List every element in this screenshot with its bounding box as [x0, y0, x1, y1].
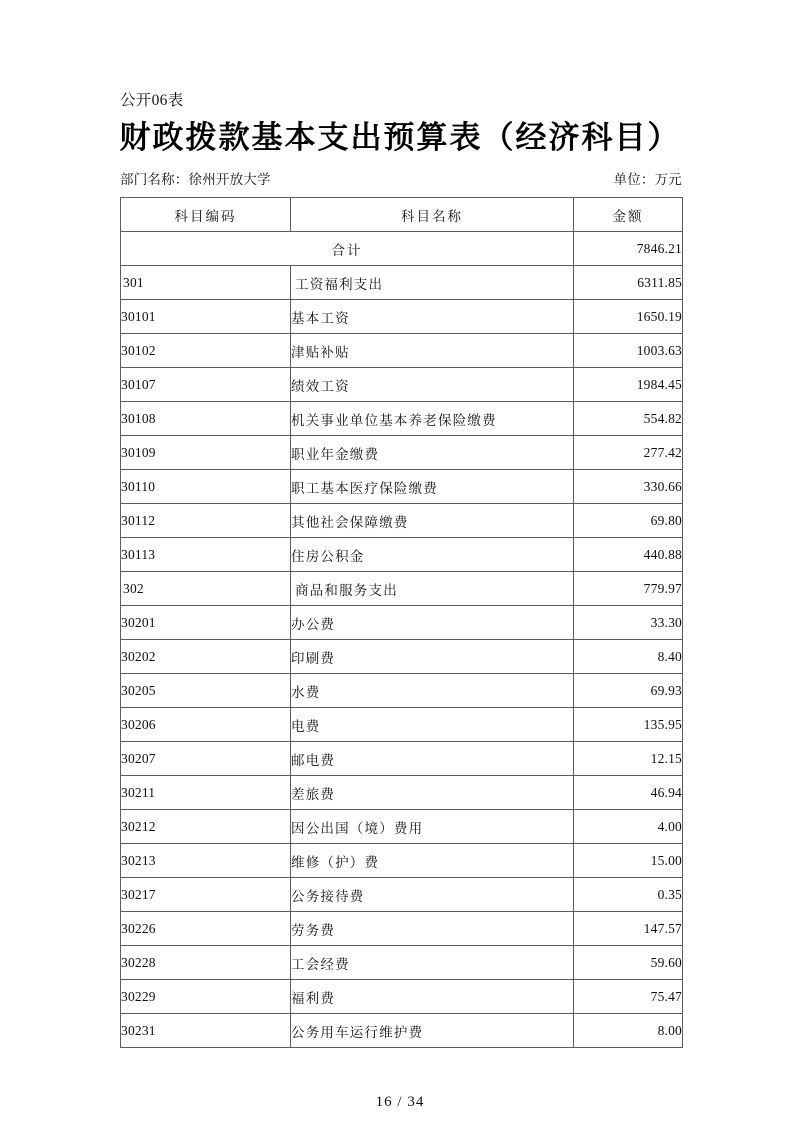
cell-subject-code: 30228 — [121, 946, 291, 980]
table-row — [121, 912, 683, 946]
cell-amount: 1650.19 — [574, 300, 683, 334]
cell-subject-code: 30202 — [121, 640, 291, 674]
table-row — [121, 742, 683, 776]
cell-subject-code: 30211 — [121, 776, 291, 810]
cell-amount: 8.00 — [574, 1014, 683, 1048]
cell-amount: 12.15 — [574, 742, 683, 776]
cell-amount: 1003.63 — [574, 334, 683, 368]
cell-subject-name: 工会经费 — [291, 946, 574, 980]
cell-subject-name: 印刷费 — [291, 640, 574, 674]
cell-amount: 69.93 — [574, 674, 683, 708]
cell-amount: 6311.85 — [574, 266, 683, 300]
table-header-row — [121, 198, 683, 232]
table-row — [121, 810, 683, 844]
cell-subject-code: 30110 — [121, 470, 291, 504]
cell-subject-code: 30217 — [121, 878, 291, 912]
table-row — [121, 334, 683, 368]
table-row — [121, 436, 683, 470]
cell-subject-name: 电费 — [291, 708, 574, 742]
table-row — [121, 980, 683, 1014]
cell-subject-code: 30101 — [121, 300, 291, 334]
cell-subject-code: 30112 — [121, 504, 291, 538]
table-row — [121, 708, 683, 742]
table-row — [121, 300, 683, 334]
cell-subject-code: 30231 — [121, 1014, 291, 1048]
table-row-total — [121, 232, 683, 266]
cell-amount: 59.60 — [574, 946, 683, 980]
total-label: 合计 — [121, 232, 574, 266]
column-header-code: 科目编码 — [121, 198, 291, 232]
currency-unit-label: 单位：万元 — [613, 172, 682, 187]
cell-subject-name: 因公出国（境）费用 — [291, 810, 574, 844]
cell-amount: 135.95 — [574, 708, 683, 742]
cell-subject-code: 301 — [121, 266, 291, 300]
table-row — [121, 572, 683, 606]
budget-table-container — [120, 197, 682, 1048]
form-number-label: 公开06表 — [120, 92, 184, 109]
cell-subject-name: 福利费 — [291, 980, 574, 1014]
cell-subject-code: 30226 — [121, 912, 291, 946]
cell-amount: 33.30 — [574, 606, 683, 640]
cell-amount: 147.57 — [574, 912, 683, 946]
column-header-amount: 金额 — [574, 198, 683, 232]
cell-amount: 69.80 — [574, 504, 683, 538]
cell-subject-code: 30229 — [121, 980, 291, 1014]
cell-subject-code: 30212 — [121, 810, 291, 844]
document-meta — [120, 168, 682, 188]
cell-subject-code: 30201 — [121, 606, 291, 640]
cell-amount: 1984.45 — [574, 368, 683, 402]
table-row — [121, 1014, 683, 1048]
department-name-label: 部门名称：徐州开放大学 — [120, 172, 271, 187]
cell-subject-name: 职业年金缴费 — [291, 436, 574, 470]
cell-subject-code: 30206 — [121, 708, 291, 742]
cell-subject-name: 公务接待费 — [291, 878, 574, 912]
table-row — [121, 640, 683, 674]
cell-amount: 440.88 — [574, 538, 683, 572]
table-row — [121, 538, 683, 572]
page-title: 财政拨款基本支出预算表（经济科目） — [119, 120, 681, 155]
cell-subject-name: 绩效工资 — [291, 368, 574, 402]
table-row — [121, 674, 683, 708]
table-row — [121, 470, 683, 504]
table-row — [121, 946, 683, 980]
cell-amount: 779.97 — [574, 572, 683, 606]
table-row — [121, 402, 683, 436]
cell-subject-name: 水费 — [291, 674, 574, 708]
budget-table — [120, 197, 683, 1048]
cell-amount: 554.82 — [574, 402, 683, 436]
cell-subject-code: 302 — [121, 572, 291, 606]
cell-amount: 4.00 — [574, 810, 683, 844]
cell-subject-name: 差旅费 — [291, 776, 574, 810]
cell-subject-name: 基本工资 — [291, 300, 574, 334]
page-number: 16 / 34 — [375, 1094, 425, 1110]
cell-subject-code: 30213 — [121, 844, 291, 878]
cell-subject-name: 公务用车运行维护费 — [291, 1014, 574, 1048]
table-row — [121, 878, 683, 912]
cell-subject-code: 30102 — [121, 334, 291, 368]
cell-amount: 8.40 — [574, 640, 683, 674]
cell-subject-name: 机关事业单位基本养老保险缴费 — [291, 402, 574, 436]
cell-subject-name: 商品和服务支出 — [291, 572, 574, 606]
cell-subject-name: 住房公积金 — [291, 538, 574, 572]
cell-subject-name: 维修（护）费 — [291, 844, 574, 878]
cell-amount: 15.00 — [574, 844, 683, 878]
table-row — [121, 266, 683, 300]
cell-subject-name: 职工基本医疗保险缴费 — [291, 470, 574, 504]
cell-subject-name: 津贴补贴 — [291, 334, 574, 368]
cell-subject-name: 其他社会保障缴费 — [291, 504, 574, 538]
table-row — [121, 504, 683, 538]
cell-subject-name: 工资福利支出 — [291, 266, 574, 300]
cell-amount: 0.35 — [574, 878, 683, 912]
cell-amount: 75.47 — [574, 980, 683, 1014]
cell-amount: 277.42 — [574, 436, 683, 470]
cell-subject-code: 30107 — [121, 368, 291, 402]
cell-subject-name: 办公费 — [291, 606, 574, 640]
total-amount: 7846.21 — [574, 232, 683, 266]
table-row — [121, 368, 683, 402]
cell-subject-name: 邮电费 — [291, 742, 574, 776]
table-body — [121, 232, 683, 1048]
cell-amount: 330.66 — [574, 470, 683, 504]
table-row — [121, 606, 683, 640]
cell-subject-code: 30205 — [121, 674, 291, 708]
cell-amount: 46.94 — [574, 776, 683, 810]
cell-subject-code: 30109 — [121, 436, 291, 470]
table-row — [121, 776, 683, 810]
cell-subject-name: 劳务费 — [291, 912, 574, 946]
cell-subject-code: 30207 — [121, 742, 291, 776]
column-header-name: 科目名称 — [291, 198, 574, 232]
cell-subject-code: 30113 — [121, 538, 291, 572]
table-row — [121, 844, 683, 878]
cell-subject-code: 30108 — [121, 402, 291, 436]
